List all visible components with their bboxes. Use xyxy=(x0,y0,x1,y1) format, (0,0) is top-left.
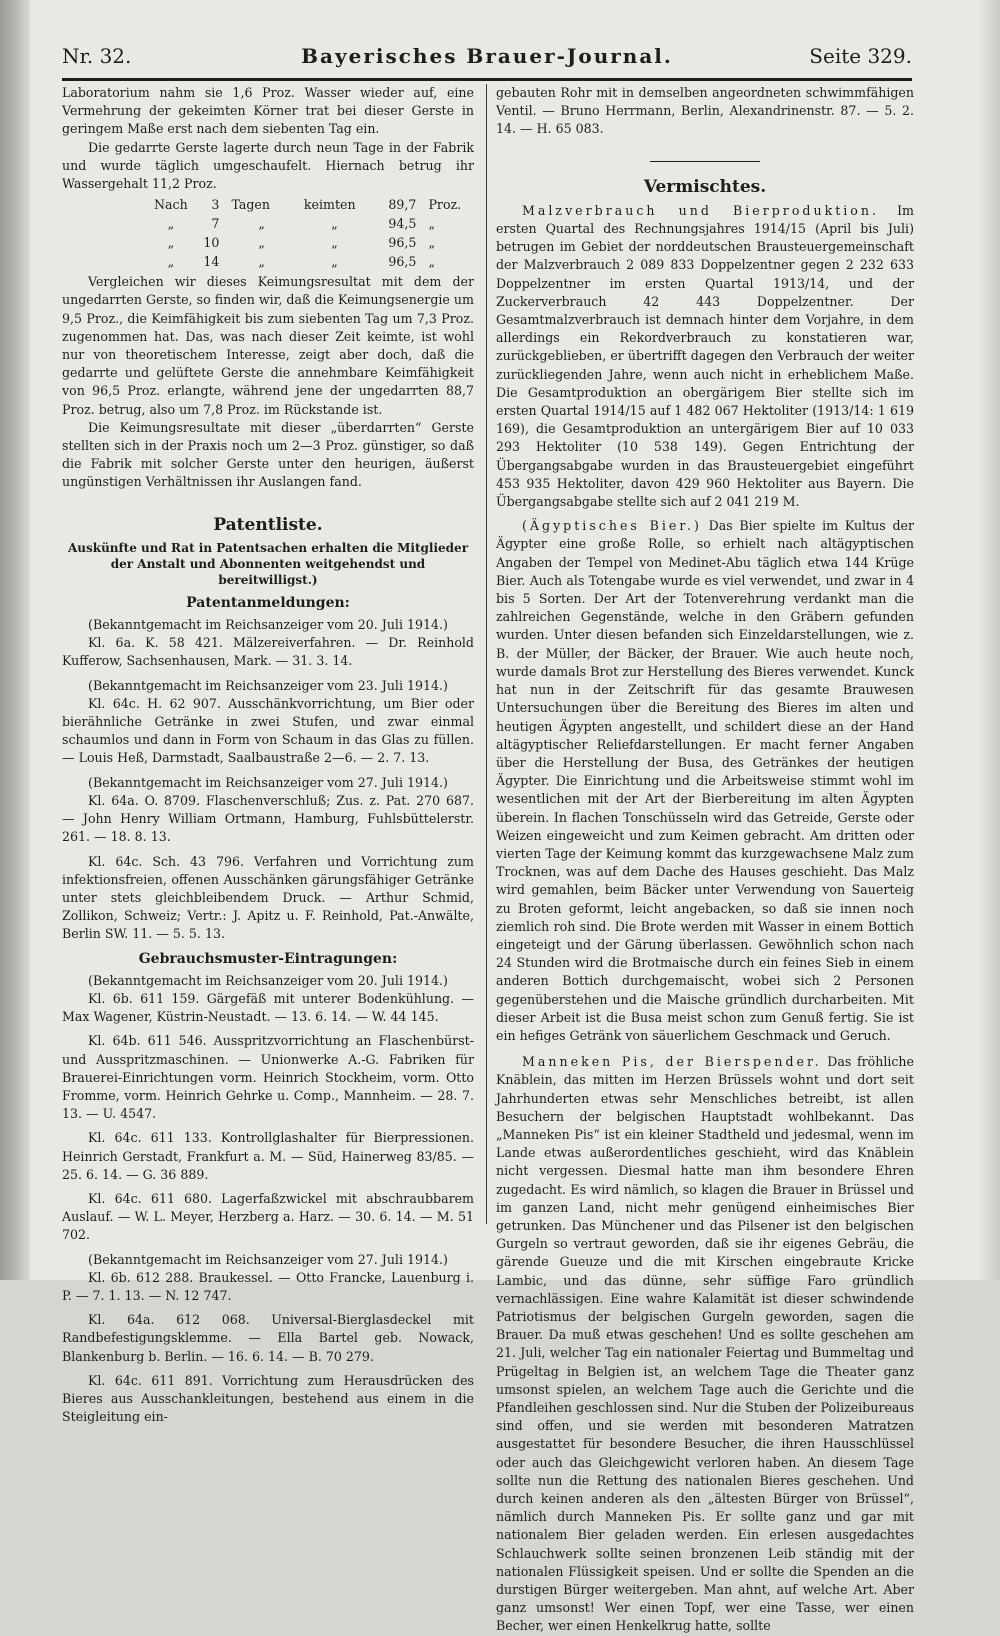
article-text: Das Bier spielte im Kultus der Ägypter eine große Rolle, so erhielt nach altägyptischen Angaben der Tempel von Medinet-Abu täglich etwa 144 Krüge Bier. Auch als Totengabe wurde es viel verwendet, und zwar in 4 bis 5 Sorten. Der Art der Totenverehrung verdankt man die zahlreichen Gegenstände, welche in den Gräbern gefunden wurden. Unter diesen befanden sich Einzeldarstellungen, wie z. B. der Müller, der Bäcker, der Brauer. Wie auch heute noch, wurde damals Brot zur Herstellung des Bieres verwendet. Kunck hat nun in der Zeitschrift für das gesamte Brauwesen Untersuchungen über die Bereitung des Bieres im alten und heutigen Ägypten angestellt, und schildert diese an der Hand altägyptischer Reliefdarstellungen. Er macht ferner Angaben über die Herstellung der Busa, des Getränkes der heutigen Ägypter. Die Einrichtung und die Arbeitsweise stimmt wohl im wesentlichen mit der Art der Bierbereitung im alten Ägypten überein. In flachen Tonschüsseln wird das Getreide, Gerste oder Weizen eingeweicht und zum Keimen gebracht. Am dritten oder vierten Tage der Keimung kommt das kurzgewachsene Malz zum Trocknen, was auf dem Dache des Hauses geschieht. Das Malz wird gemahlen, beim Bäcker unter Verwendung von Sauerteig zu Broten geformt, leicht angebacken, so daß sie innen noch ziemlich roh sind. Die Brote werden mit Wasser in einem Bottich eingeteigt und der Gärung überlassen. Gewöhnlich schon nach 24 Stunden wird die Brotmaische durch ein feines Sieb in einem anderen Bottich durchgemaischt, wobei sich 2 Personen gegenüberstehen und die Maische gründlich durcharbeiten. Mit dieser Arbeit ist die Busa meist schon zum Genuß fertig. Sie ist ein hefiges Getränk von säuerlichem Geschmack und Geruch. xyxy=(496,518,914,1043)
patent-entry: Kl. 64b. 611 546. Ausspritzvorrichtung an Flaschenbürst- und Ausspritzmaschinen. — Unionwerke A.-G. Fabriken für Brauerei-Einrichtungen vorm. Heinrich Stockheim, vorm. Otto Fromme, vorm. Heinrich Gehrke u. Comp., Mannheim. — 28. 7. 13. — U. 4547. xyxy=(62,1033,474,1122)
article-heading: Manneken Pis, der Bierspender. xyxy=(522,1054,822,1070)
publication-note: (Bekanntgemacht im Reichsanzeiger vom 20. Juli 1914.) xyxy=(88,972,448,988)
paragraph: Die gedarrte Gerste lagerte durch neun Tage in der Fabrik und wurde täglich umgeschaufelt. Hiernach betrug ihr Wassergehalt 11,2 Proz. xyxy=(62,139,474,192)
article-paragraph xyxy=(496,202,914,511)
article-paragraph xyxy=(496,1053,914,1636)
table-row xyxy=(148,195,474,214)
patent-entry: Kl. 64c. 611 133. Kontrollglashalter für Bierpressionen. Heinrich Gerstadt, Frankfurt a. M. — Süd, Hainerweg 83/85. — 25. 6. 14. — G. 36 889. xyxy=(62,1130,474,1182)
table-cell: „ xyxy=(258,254,265,270)
issue-number: Nr. 32. xyxy=(62,44,132,68)
publication-note: (Bekanntgemacht im Reichsanzeiger vom 23. Juli 1914.) xyxy=(88,677,448,693)
table-row xyxy=(148,233,474,252)
subsection-title-anmeldungen: Patentanmeldungen: xyxy=(186,594,350,611)
table-cell: 7 xyxy=(211,216,220,232)
paragraph: gebauten Rohr mit in demselben angeordneten schwimmfähigen Ventil. — Bruno Herrmann, Berlin, Alexandrinenstr. 87. — 5. 2. 14. — H. 65 083. xyxy=(496,85,914,137)
table-cell: „ xyxy=(167,235,175,251)
table-cell: 94,5 xyxy=(388,216,417,232)
section-subtitle: Auskünfte und Rat in Patentsachen erhalten die Mitglieder der Anstalt und Abonnenten weitgehendst und bereitwilligst.) xyxy=(67,540,469,587)
table-cell: „ xyxy=(428,254,435,270)
table-cell: „ xyxy=(258,216,265,232)
table-cell: 89,7 xyxy=(388,197,417,213)
paragraph: Vergleichen wir dieses Keimungsresultat mit dem der ungedarrten Gerste, so finden wir, daß die Keimungsenergie um 9,5 Proz., die Keimfähigkeit bis zum siebenten Tag um 7,3 Proz. zugenommen hat. Das, was nach dieser Zeit keimte, ist wohl nur von theoretischem Interesse, zeigt aber doch, daß die gedarrte und gelüftete Gerste die annehmbare Keimfähigkeit von 96,5 Proz. erlangte, während jene der ungedarrten 88,7 Proz. betrug, also um 7,8 Proz. im Rückstande ist. xyxy=(62,274,474,417)
germination-table xyxy=(148,195,474,271)
table-cell: „ xyxy=(331,235,338,251)
table-cell: 3 xyxy=(211,197,220,213)
patent-entry: Kl. 64a. O. 8709. Flaschenverschluß; Zus. z. Pat. 270 687. — John Henry William Ortmann, Hamburg, Fuhlsbüttelerstr. 261. — 18. 8. 13. xyxy=(62,792,474,845)
article-paragraph xyxy=(496,517,914,1045)
page-binding-shadow xyxy=(0,0,30,1280)
table-cell: „ xyxy=(428,216,435,232)
table-cell: „ xyxy=(167,216,175,232)
table-row xyxy=(148,252,474,271)
table-cell: „ xyxy=(331,216,338,232)
table-cell: Tagen xyxy=(231,197,270,213)
patent-entry: Kl. 64c. 611 680. Lagerfaßzwickel mit abschraubbarem Auslauf. — W. L. Meyer, Herzberg a. Harz. — 30. 6. 14. — M. 51 702. xyxy=(62,1190,474,1243)
header-rule xyxy=(62,78,912,81)
patent-entry: Kl. 64a. 612 068. Universal-Bierglasdeckel mit Randbefestigungsklemme. — Ella Bartel geb. Nowack, Blankenburg b. Berlin. — 16. 6. 14. — B. 70 279. xyxy=(62,1312,474,1364)
table-cell: Proz. xyxy=(428,197,462,213)
table-row xyxy=(148,214,474,233)
table-cell: „ xyxy=(331,254,338,270)
subsection-title-gebrauchsmuster: Gebrauchsmuster-Eintragungen: xyxy=(138,950,398,967)
table-cell: „ xyxy=(167,254,175,270)
patent-entry: Kl. 64c. 611 891. Vorrichtung zum Herausdrücken des Bieres aus Ausschankleitungen, bestehend aus einem in die Steigleitung ein- xyxy=(62,1372,474,1425)
paragraph: Die Keimungsresultate mit dieser „überdarrten“ Gerste stellten sich in der Praxis noch um 2—3 Proz. günstiger, so daß die Fabrik mit solcher Gerste unter den heurigen, äußerst ungünstigen Verhältnissen ihr Auslangen fand. xyxy=(62,419,474,490)
page-number: Seite 329. xyxy=(809,44,912,68)
table-cell: 10 xyxy=(203,235,220,251)
journal-title: Bayerisches Brauer-Journal. xyxy=(301,44,673,68)
article-heading: Malzverbrauch und Bierproduktion. xyxy=(522,202,879,218)
column-divider xyxy=(486,84,487,1224)
patent-entry: Kl. 6b. 611 159. Gärgefäß mit unterer Bodenkühlung. — Max Wagener, Küstrin-Neustadt. — 13. 6. 14. — W. 44 145. xyxy=(62,990,474,1025)
section-separator xyxy=(650,161,760,162)
table-cell: „ xyxy=(258,235,265,251)
table-cell: 96,5 xyxy=(388,254,417,270)
section-title-vermischtes: Vermischtes. xyxy=(643,176,767,197)
table-cell: keimten xyxy=(303,197,356,213)
table-cell: 96,5 xyxy=(388,235,417,251)
left-column xyxy=(62,84,474,1432)
patent-entry: Kl. 6b. 612 288. Braukessel. — Otto Francke, Lauenburg i. P. — 7. 1. 13. — N. 12 747. xyxy=(62,1269,474,1303)
section-title-patentliste: Patentliste. xyxy=(213,514,323,535)
running-header xyxy=(62,40,912,76)
patent-entry: Kl. 64c. H. 62 907. Ausschänkvorrichtung, um Bier oder bierähnliche Getränke in zwei Stufen, und zwar einmal schaumlos und dann in Form von Schaum in das Glas zu füllen. — Louis Heß, Darmstadt, Saalbaustraße 2—6. — 2. 7. 13. xyxy=(62,695,474,766)
right-column xyxy=(496,84,914,1636)
table-cell: „ xyxy=(428,235,435,251)
paragraph: Laboratorium nahm sie 1,6 Proz. Wasser wieder auf, eine Vermehrung der gekeimten Körner trat bei dieser Gerste in geringem Maße erst nach dem siebenten Tag ein. xyxy=(62,85,474,137)
publication-note: (Bekanntgemacht im Reichsanzeiger vom 27. Juli 1914.) xyxy=(88,1251,448,1267)
article-text: Das fröhliche Knäblein, das mitten im Herzen Brüssels wohnt und dort seit Jahrhunderten etwas sehr Menschliches betreibt, ist allen Besuchern der belgischen Hauptstadt wohlbekannt. Das „Manneken Pis“ ist ein kleiner Stadtheld und jedesmal, wenn im Lande etwas außerordentliches geschieht, wird das Knäblein nicht vergessen. Diesmal hatte man ihm besondere Ehren zugedacht. Es wird nämlich, so klagen die Brauer in Brüssel und im ganzen Land, nicht mehr genügend einheimisches Bier getrunken. Das Münchener und das Pilsener ist den belgischen Gurgeln so vertraut geworden, daß sie ihr eigenes Gebräu, die gärende Gueuze und die mit Kirschen eingebraute Kricke Lambic, und das dünne, sehr süffige Faro gründlich vernachlässigen. Eine wahre Kalamität ist dieser schwindende Patriotismus der belgischen Gurgeln geworden, sagen die Brauer. Da muß etwas geschehen! Und es sollte geschehen am 21. Juli, welcher Tag ein nationaler Feiertag und Bummeltag und Prügeltag in Belgien ist, an welchem Tage die Theater ganz umsonst spielen, an welchem Tage auch die Gerichte und die Pfandleihen geschlossen sind. Nur die Stuben der Polizeibureaus sind offen, und sie werden mit besonderen Matratzen ausgestattet für besondere Besucher, die ihren Hausschlüssel oder auch das Gleichgewicht verloren haben. An diesem Tage sollte nun die Rettung des nationalen Bieres geschehen. Und durch keinen anderen als den „ältesten Bürger von Brüssel“, nämlich durch Manneken Pis. Er sollte ganz und gar mit nationalem Bier geladen werden. Ein erlesen ausgedachtes Schlauchwerk sollte seinen bronzenen Leib ständig mit der nationalen Flüssigkeit speisen. Und er sollte die Spenden an die durstigen Bürger weitergeben. Man ahnt, auf welche Art. Aber ganz umsonst! Wer einen Topf, wer eine Tasse, wer einen Becher, wer einen Henkelkrug hatte, sollte xyxy=(496,1054,914,1634)
patent-entry: Kl. 64c. Sch. 43 796. Verfahren und Vorrichtung zum infektionsfreien, offenen Ausschänken gärungsfähiger Getränke unter stets gleichbleibendem Druck. — Arthur Schmid, Zollikon, Schweiz; Vertr.: J. Apitz u. F. Reinhold, Pat.-Anwälte, Berlin SW. 11. — 5. 5. 13. xyxy=(62,853,474,942)
page-edge-shadow xyxy=(978,0,1000,1280)
article-heading: (Ägyptisches Bier.) xyxy=(522,518,702,534)
table-cell: 14 xyxy=(203,254,220,270)
publication-note: (Bekanntgemacht im Reichsanzeiger vom 27. Juli 1914.) xyxy=(88,774,448,790)
table-cell: Nach xyxy=(154,197,188,213)
publication-note: (Bekanntgemacht im Reichsanzeiger vom 20. Juli 1914.) xyxy=(88,617,448,633)
article-text: Im ersten Quartal des Rechnungsjahres 1914/15 (April bis Juli) betrugen im Gebiet der norddeutschen Brausteuergemeinschaft der Malzverbrauch 2 089 833 Doppelzentner gegen 2 232 633 Doppelzentner im ersten Quartal 1913/14, und der Zuckerverbrauch 42 443 Doppelzentner. Der Gesamtmalzverbrauch ist demnach hinter dem Vorjahre, in dem allerdings ein Rekordverbrauch zu konstatieren war, zurückgeblieben, er übertrifft dagegen den Verbrauch der weiter zurückliegenden Jahre, wenn auch nicht in erheblichem Maße. Die Gesamtproduktion an obergärigem Bier stellte sich im ersten Quartal 1914/15 auf 1 482 067 Hektoliter (1913/14: 1 619 169), die Gesamtproduktion an untergärigem Bier auf 10 033 293 Hektoliter (10 538 149). Gegen Entrichtung der Übergangsabgabe wurden in das Brausteuergebiet eingeführt 453 935 Hektoliter, davon 429 960 Hektoliter aus Bayern. Die Übergangsabgabe stellte sich auf 2 041 219 M. xyxy=(496,202,914,510)
patent-entry: Kl. 6a. K. 58 421. Mälzereiverfahren. — Dr. Reinhold Kufferow, Sachsenhausen, Mark. — 31. 3. 14. xyxy=(62,635,474,669)
